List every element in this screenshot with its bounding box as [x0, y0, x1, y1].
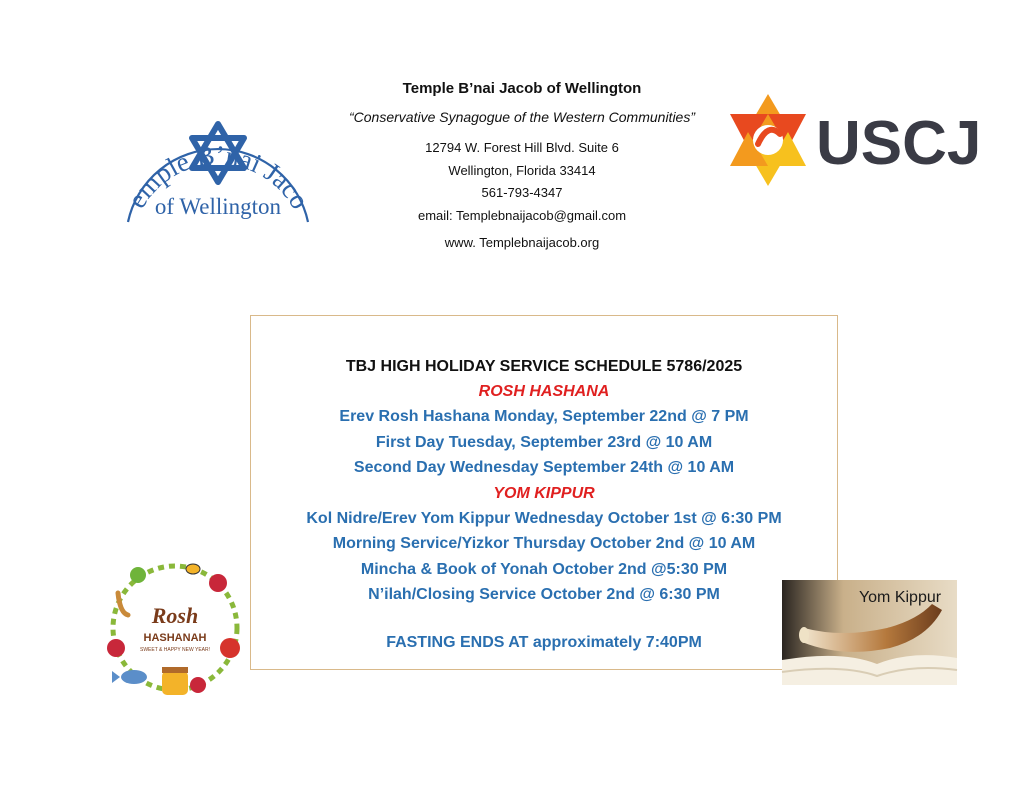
yom-kippur-item: N’ilah/Closing Service October 2nd @ 6:30 PM — [368, 586, 720, 603]
honey-jar-icon — [162, 667, 188, 695]
rosh-hashana-heading: ROSH HASHANA — [478, 383, 610, 400]
schedule-title: TBJ HIGH HOLIDAY SERVICE SCHEDULE 5786/2025 — [345, 358, 743, 375]
uscj-logo-text: USCJ — [816, 109, 982, 178]
phone: 561-793-4347 — [481, 185, 563, 200]
fasting-note: FASTING ENDS AT approximately 7:40PM — [386, 633, 702, 651]
wreath-subtitle: SWEET & HAPPY NEW YEAR! — [139, 647, 211, 653]
rosh-hashana-item: Erev Rosh Hashana Monday, September 22nd @ 7 PM — [339, 408, 749, 425]
rosh-hashana-item: Second Day Wednesday September 24th @ 10 AM — [353, 459, 735, 476]
wreath-title-bold: HASHANAH — [143, 632, 207, 644]
tagline: “Conservative Synagogue of the Western Communities” — [348, 109, 695, 125]
wreath-title-script: Rosh — [151, 603, 199, 628]
uscj-logo — [728, 92, 982, 188]
address-line-2: Wellington, Florida 33414 — [448, 162, 596, 178]
rosh-hashanah-wreath — [98, 553, 252, 703]
temple-logo-bottom-text: of Wellington — [154, 194, 282, 219]
yom-kippur-item: Kol Nidre/Erev Yom Kippur Wednesday October 1st @ 6:30 PM — [306, 509, 782, 527]
bee-icon — [186, 564, 200, 574]
rosh-hashana-item: First Day Tuesday, September 23rd @ 10 AM — [375, 433, 713, 451]
email: email: Templebnaijacob@gmail.com — [417, 207, 627, 223]
shofar-icon — [118, 593, 128, 615]
uscj-star-icon — [730, 94, 806, 186]
org-name: Temple B’nai Jacob of Wellington — [402, 80, 642, 97]
header — [300, 80, 744, 250]
temple-logo — [118, 82, 318, 224]
yom-kippur-item: Morning Service/Yizkor Thursday October 2nd @ 10 AM — [332, 535, 756, 552]
fish-icon — [112, 670, 147, 684]
temple-logo-arc-text: emple B’nai Jaco — [121, 139, 316, 215]
yom-kippur-item: Mincha & Book of Yonah October 2nd @5:30 PM — [360, 560, 728, 578]
yom-kippur-heading: YOM KIPPUR — [493, 484, 595, 502]
yom-kippur-caption: Yom Kippur — [858, 589, 942, 606]
website: www. Templebnaijacob.org — [444, 235, 600, 250]
schedule-box — [250, 315, 838, 670]
address-line-1: 12794 W. Forest Hill Blvd. Suite 6 — [425, 140, 619, 155]
yom-kippur-photo — [782, 580, 957, 685]
